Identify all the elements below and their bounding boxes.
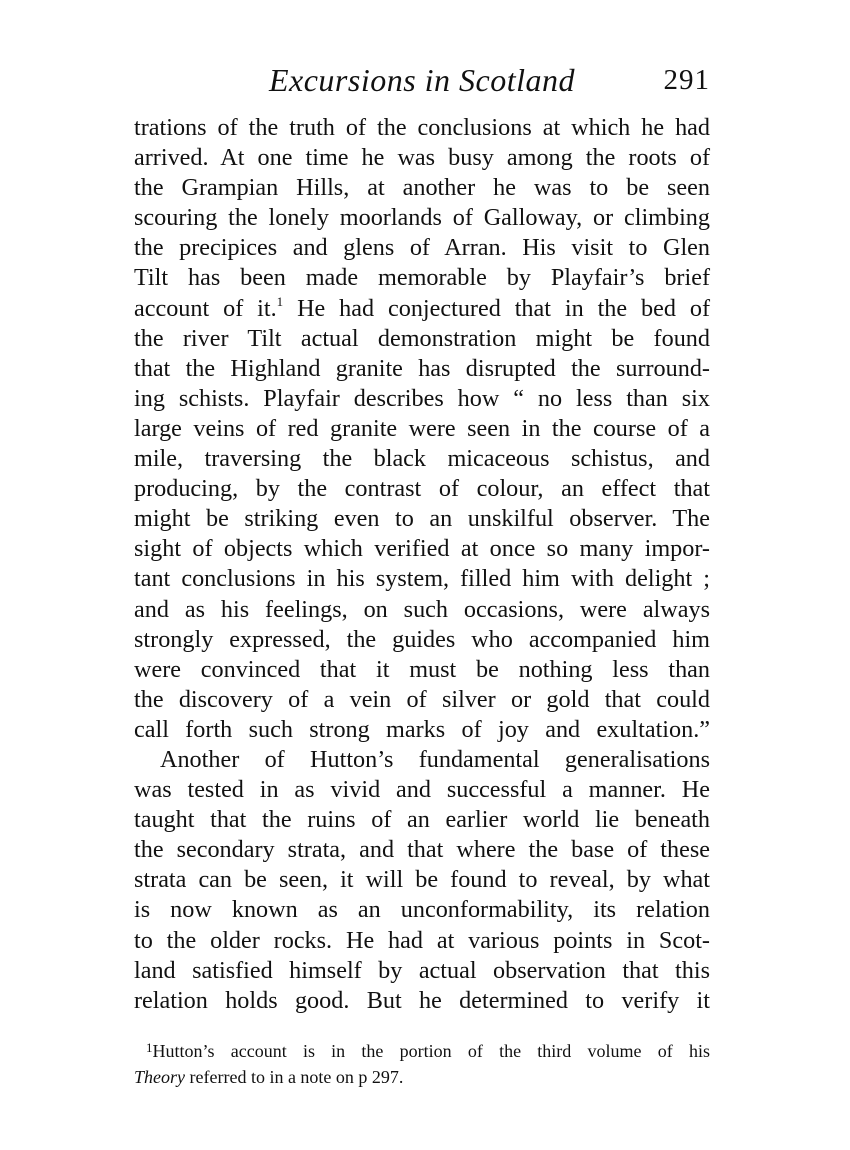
text-line: tant conclusions in his system, filled him with delight ; <box>134 565 710 593</box>
text-line: taught that the ruins of an earlier world lie beneath <box>134 806 710 834</box>
text-line: arrived. At one time he was busy among the roots of <box>134 144 710 172</box>
text-line: mile, traversing the black micaceous schistus, and <box>134 445 710 473</box>
text-line: the Grampian Hills, at another he was to be seen <box>134 174 710 202</box>
footnote-text: Hutton’s account is in the portion of the third volume of his <box>152 1041 710 1061</box>
text-line: the secondary strata, and that where the base of these <box>134 836 710 864</box>
footnote-italic-title: Theory <box>134 1067 185 1087</box>
text-line: strongly expressed, the guides who accompanied him <box>134 625 710 653</box>
footnote-marker: 1 <box>146 1040 153 1055</box>
text-line: and as his feelings, on such occasions, were always <box>134 595 710 623</box>
text-line: the precipices and glens of Arran. His visit to Glen <box>134 234 710 262</box>
text-line: to the older rocks. He had at various points in Scot- <box>134 926 710 954</box>
text-line: the discovery of a vein of silver or gold that could <box>134 685 710 713</box>
footnote-line <box>134 1064 710 1090</box>
text-line: trations of the truth of the conclusions at which he had <box>134 114 710 141</box>
text-line-with-footnote <box>134 294 710 324</box>
footnote <box>134 1038 710 1090</box>
text-line: the river Tilt actual demonstration might be found <box>134 324 710 352</box>
text-segment: He had conjectured that in the bed of <box>297 294 711 322</box>
text-line: scouring the lonely moorlands of Galloway, or climbing <box>134 204 710 232</box>
text-line: call forth such strong marks of joy and exultation.” <box>134 715 710 743</box>
text-line: were convinced that it must be nothing less than <box>134 655 710 683</box>
text-segment: account of it. <box>134 294 277 322</box>
body-text <box>134 113 710 1016</box>
page-number: 291 <box>663 64 710 96</box>
text-line: that the Highland granite has disrupted the surround- <box>134 354 710 382</box>
running-title: Excursions in Scotland <box>268 62 576 98</box>
text-line: producing, by the contrast of colour, an effect that <box>134 475 710 503</box>
text-line: ing schists. Playfair describes how “ no less than six <box>134 384 710 412</box>
paragraph-start-line: Another of Hutton’s fundamental generalisations <box>160 745 710 773</box>
running-head <box>134 60 710 100</box>
text-line: large veins of red granite were seen in the course of a <box>134 414 710 442</box>
footnote-text: referred to in a note on p 297. <box>185 1067 404 1087</box>
footnote-reference: 1 <box>276 293 284 309</box>
text-line: sight of objects which verified at once so many impor- <box>134 535 710 563</box>
text-line: land satisfied himself by actual observation that this <box>134 956 710 984</box>
footnote-line <box>134 1038 710 1064</box>
text-line: was tested in as vivid and successful a manner. He <box>134 776 710 804</box>
text-line: Tilt has been made memorable by Playfair’s brief <box>134 264 710 292</box>
text-line: strata can be seen, it will be found to reveal, by what <box>134 866 710 894</box>
text-line: relation holds good. But he determined to verify it <box>134 986 710 1014</box>
text-line: might be striking even to an unskilful observer. The <box>134 505 710 533</box>
text-line: is now known as an unconformability, its relation <box>134 896 710 924</box>
